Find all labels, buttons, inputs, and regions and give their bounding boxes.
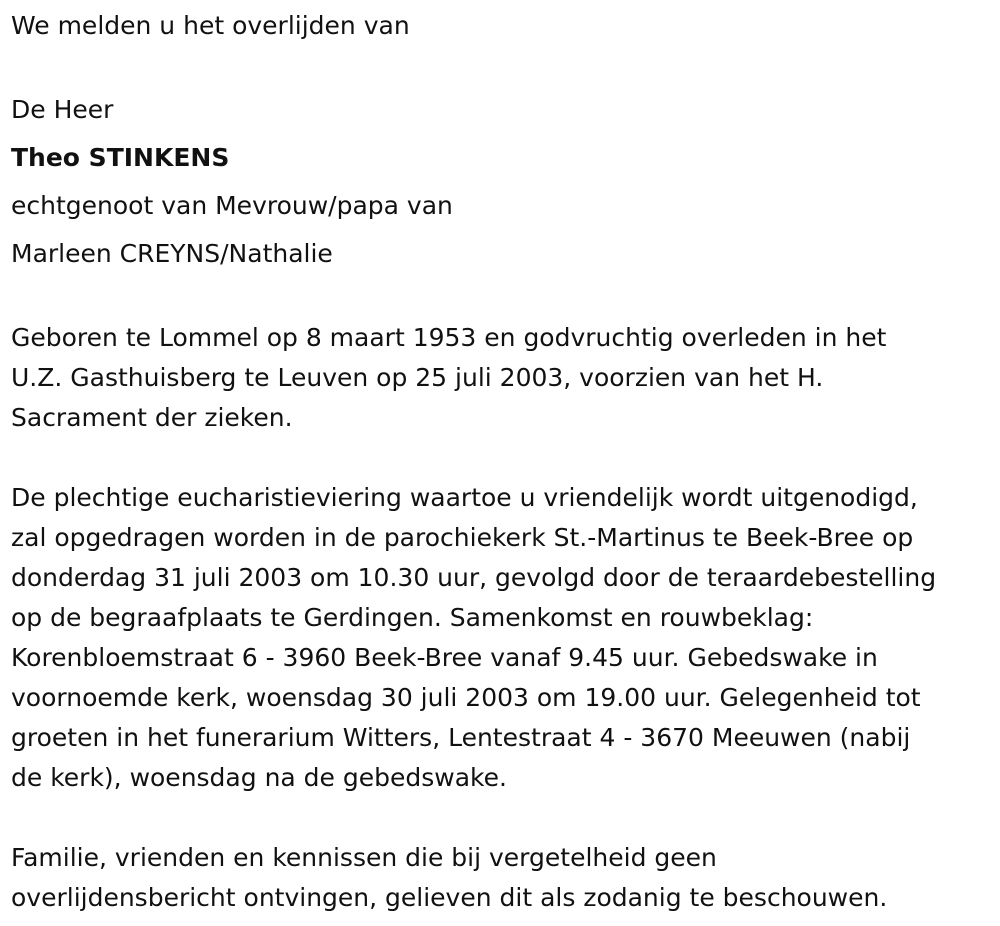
service-paragraph	[11, 478, 996, 798]
paragraph-line: op de begraafplaats te Gerdingen. Samenkomst en rouwbeklag:	[11, 603, 814, 632]
honorific-title: De Heer	[11, 95, 114, 124]
paragraph-line: de kerk), woensdag na de gebedswake.	[11, 763, 507, 792]
birth-paragraph	[11, 318, 996, 438]
family-paragraph	[11, 838, 996, 918]
relation-line: Marleen CREYNS/Nathalie	[11, 239, 333, 268]
paragraph-line: donderdag 31 juli 2003 om 10.30 uur, gevolgd door de teraardebestelling	[11, 563, 937, 592]
paragraph-line: Sacrament der zieken.	[11, 403, 293, 432]
intro-text: We melden u het overlijden van	[11, 11, 410, 40]
paragraph-line: voornoemde kerk, woensdag 30 juli 2003 om 19.00 uur. Gelegenheid tot	[11, 683, 921, 712]
relation-line: echtgenoot van Mevrouw/papa van	[11, 191, 453, 220]
deceased-name: Theo STINKENS	[11, 143, 230, 172]
paragraph-line: overlijdensbericht ontvingen, gelieven dit als zodanig te beschouwen.	[11, 883, 888, 912]
paragraph-line: Korenbloemstraat 6 - 3960 Beek-Bree vanaf 9.45 uur. Gebedswake in	[11, 643, 878, 672]
paragraph-line: zal opgedragen worden in de parochiekerk St.-Martinus te Beek-Bree op	[11, 523, 914, 552]
paragraph-line: De plechtige eucharistieviering waartoe u vriendelijk wordt uitgenodigd,	[11, 483, 918, 512]
paragraph-line: groeten in het funerarium Witters, Lentestraat 4 - 3670 Meeuwen (nabij	[11, 723, 911, 752]
paragraph-line: Familie, vrienden en kennissen die bij vergetelheid geen	[11, 843, 717, 872]
death-notice	[11, 0, 996, 918]
paragraph-line: U.Z. Gasthuisberg te Leuven op 25 juli 2003, voorzien van het H.	[11, 363, 824, 392]
paragraph-line: Geboren te Lommel op 8 maart 1953 en godvruchtig overleden in het	[11, 323, 887, 352]
